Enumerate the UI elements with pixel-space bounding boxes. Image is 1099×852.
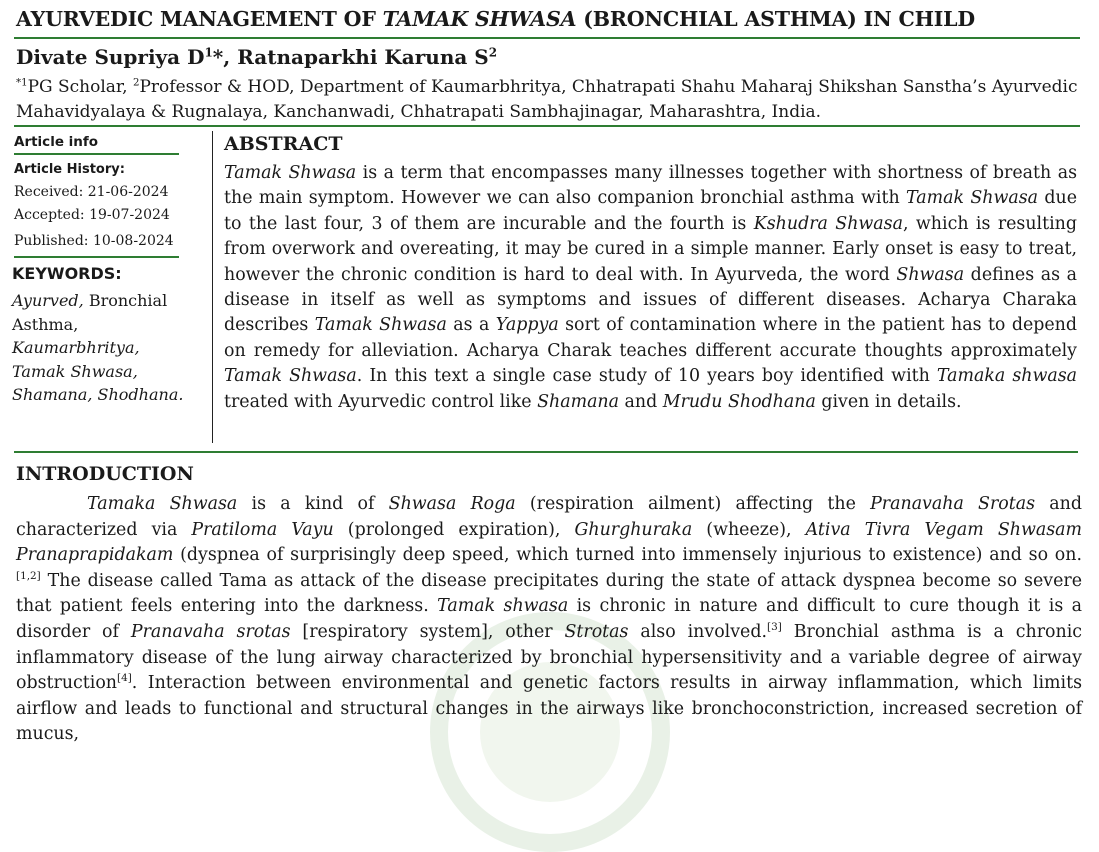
abs-text: as a <box>446 315 496 336</box>
paper-title <box>16 7 1086 31</box>
title-italic-text: TAMAK SHWASA <box>382 7 577 31</box>
author-1: Divate Supriya D <box>16 45 205 69</box>
affil-text-2: Professor & HOD, Department of Kaumarbhritya, Chhatrapati Shahu Maharaj Shikshan Sanstha’s Ayurvedic Mahavidyalaya & Rugnalaya, Kanchanwadi, Chhatrapati Sambhajinagar, Maharashtra, India. <box>16 77 1078 122</box>
abs-term: Kshudra Shwasa <box>753 213 903 234</box>
intro-text: The disease called Tama as attack of the disease precipitates during the state of attack dyspnea become so severe that patient feels entering into the darkness. <box>16 570 1082 617</box>
intro-term: Pratiloma Vayu <box>191 519 334 540</box>
abs-text: . In this text a single case study of 10 years boy identified with <box>356 366 937 387</box>
abs-text: sort of contamination where in the patient has to depend on remedy for alleviation. Acharya Charak teaches different accurate thoughts approximately <box>224 315 1077 361</box>
abstract-body <box>224 161 1077 415</box>
keyword-rest: Kaumarbhritya, Tamak Shwasa, Shamana, Shodhana. <box>12 338 184 404</box>
abs-text: treated with Ayurvedic control like <box>224 391 538 412</box>
intro-text: (respiration ailment) affecting the <box>515 494 871 514</box>
author-1-affil: 1 <box>204 45 213 60</box>
intro-text: (dyspnea of surprisingly deep speed, which turned into immensely injurious to existence) and so on. <box>173 545 1082 566</box>
intro-text: Bronchial asthma is a chronic inflammatory disease of the lung airway characterized by bronchial hypersensitivity and a variable degree of airway obstruction <box>16 621 1083 694</box>
affil-text-1: PG Scholar, <box>27 77 133 97</box>
abs-text: and <box>619 391 663 412</box>
abs-term: Tamak Shwasa <box>906 188 1039 209</box>
intro-term: Ghurghuraka <box>574 519 693 540</box>
affiliation <box>16 75 1086 125</box>
intro-text: also involved. <box>628 621 768 642</box>
citation-ref: [1,2] <box>16 569 41 582</box>
intro-text: is chronic in nature and difficult to cure though it is a disorder of <box>16 596 1083 642</box>
introduction-body <box>16 492 1082 748</box>
abs-term: Yappya <box>495 315 559 336</box>
intro-term: Pranavaha srotas <box>130 621 291 642</box>
affil-sup-2: 2 <box>133 77 140 89</box>
article-history-heading: Article History: <box>14 162 125 177</box>
title-rule <box>14 37 1080 39</box>
affiliation-rule <box>14 125 1080 127</box>
keyword-ayurved: Ayurved, <box>12 291 84 310</box>
introduction-heading: INTRODUCTION <box>16 463 194 485</box>
intro-term: Tamak shwasa <box>437 596 569 617</box>
column-divider <box>212 131 213 443</box>
intro-term: Pranavaha Srotas <box>870 494 1036 514</box>
intro-text: . Interaction between environmental and genetic factors results in airway inflammation, which limits airflow and leads to functional and structural changes in the airways like bronchoconstriction, increased secretion of mucus, <box>16 673 1082 745</box>
intro-term: Tamaka Shwasa <box>87 494 238 514</box>
received-date: Received: 21-06-2024 <box>14 184 169 200</box>
published-date: Published: 10-08-2024 <box>14 233 174 249</box>
keywords-heading: KEYWORDS: <box>12 264 122 283</box>
article-info-heading: Article info <box>14 134 99 150</box>
keyword-asthma: Bronchial Asthma, <box>12 291 168 334</box>
abs-text: due to the last four, 3 of them are incurable and the fourth is <box>224 188 1078 234</box>
intro-text: and characterized via <box>16 494 1082 540</box>
abs-text: defines as a disease in itself as well as symptoms and issues of different diseases. Acharya Charaka describes <box>224 264 1078 336</box>
keywords-list <box>12 289 192 407</box>
intro-text: [respiratory system], other <box>290 621 565 642</box>
intro-term: Ativa Tivra Vegam Shwasam Pranaprapidakam <box>16 519 1082 566</box>
history-rule <box>14 256 179 258</box>
abs-term: Tamak Shwasa <box>224 366 357 387</box>
title-text-end: (BRONCHIAL ASTHMA) IN CHILD <box>576 7 975 31</box>
abs-term: Shwasa <box>896 264 965 285</box>
citation-ref: [4] <box>117 672 132 685</box>
abstract-heading: ABSTRACT <box>224 133 343 155</box>
author-line <box>16 45 497 69</box>
intro-text: (prolonged expiration), <box>333 519 575 540</box>
abs-term: Tamaka shwasa <box>936 366 1077 387</box>
author-2: Ratnaparkhi Karuna S <box>237 45 489 69</box>
abs-term: Tamak Shwasa <box>314 315 447 336</box>
intro-text: (wheeze), <box>692 519 806 540</box>
abs-term: Tamak Shwasa <box>224 163 357 183</box>
abs-text: , which is resulting from overwork and overeating, it may be cured in a simple manner. Early onset is easy to treat, however the chronic condition is hard to deal with. In Ayurveda, the word <box>224 213 1078 285</box>
abs-text: is a term that encompasses many illnesses together with shortness of breath as the main symptom. However we can also companion bronchial asthma with <box>224 163 1077 209</box>
intro-term: Shwasa Roga <box>388 494 516 514</box>
abs-term: Shamana <box>537 391 620 412</box>
abs-term: Mrudu Shodhana <box>662 391 816 412</box>
intro-term: Strotas <box>564 621 629 642</box>
accepted-date: Accepted: 19-07-2024 <box>14 207 170 223</box>
abstract-rule <box>14 451 1078 453</box>
article-info-rule <box>14 153 179 155</box>
title-text: AYURVEDIC MANAGEMENT OF <box>16 7 383 31</box>
intro-text: is a kind of <box>237 494 389 514</box>
corresponding-mark: *, <box>212 45 238 69</box>
abs-text: given in details. <box>815 391 962 412</box>
author-2-affil: 2 <box>488 45 498 60</box>
affil-sup-1: *1 <box>16 77 28 89</box>
citation-ref: [3] <box>767 621 782 634</box>
